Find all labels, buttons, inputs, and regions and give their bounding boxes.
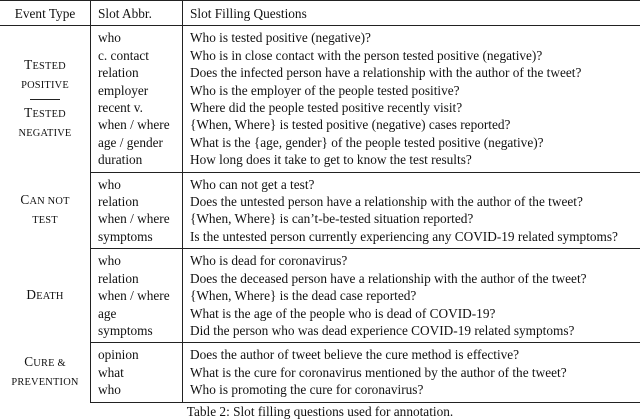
event-line [0, 191, 90, 210]
event-type-tested [0, 26, 91, 172]
event-initial: C [20, 192, 29, 207]
group-cure-prevention [0, 343, 640, 402]
table-row [0, 99, 640, 116]
table-row [0, 172, 640, 193]
question-cell: Does the author of tweet believe the cure method is effective? [183, 343, 640, 364]
event-line [0, 286, 90, 305]
question-cell: Where did the people tested positive recently visit? [183, 99, 640, 116]
question-cell: Did the person who was dead experience COVID-19 related symptoms? [183, 322, 640, 343]
slot-cell: relation [91, 270, 183, 287]
event-line [0, 104, 90, 123]
slot-cell: when / where [91, 210, 183, 227]
question-cell: How long does it take to get to know the test results? [183, 151, 640, 172]
question-cell: {When, Where} is the dead case reported? [183, 287, 640, 304]
question-cell: Who is dead for coronavirus? [183, 249, 640, 270]
question-cell: Does the deceased person have a relationship with the author of the tweet? [183, 270, 640, 287]
table-row [0, 305, 640, 322]
event-type-can-not-test [0, 172, 91, 249]
header-questions: Slot Filling Questions [183, 1, 640, 26]
group-can-not-test [0, 172, 640, 249]
event-line [0, 123, 90, 142]
table-row [0, 26, 640, 47]
group-death [0, 249, 640, 343]
event-rest: ESTED [33, 61, 66, 72]
event-rest: PREVENTION [11, 377, 78, 388]
table-caption: Table 2: Slot filling questions used for annotation. [0, 404, 640, 420]
event-initial: T [24, 105, 32, 120]
event-line [0, 75, 90, 94]
table-row [0, 322, 640, 343]
question-cell: Does the infected person have a relationship with the author of the tweet? [183, 64, 640, 81]
slot-cell: opinion [91, 343, 183, 364]
event-type-cure-prevention [0, 343, 91, 402]
table-row [0, 82, 640, 99]
event-line [0, 210, 90, 229]
table-row [0, 134, 640, 151]
event-rest: EATH [36, 291, 63, 302]
table-row [0, 364, 640, 381]
slot-cell: what [91, 364, 183, 381]
slot-cell: employer [91, 82, 183, 99]
table-row [0, 47, 640, 64]
slot-cell: who [91, 249, 183, 270]
slot-cell: relation [91, 64, 183, 81]
question-cell: {When, Where} is tested positive (negative) cases reported? [183, 116, 640, 133]
event-initial: D [26, 287, 36, 302]
event-rest: AN NOT [29, 196, 69, 207]
header-event-type: Event Type [0, 1, 91, 26]
event-initial: C [24, 354, 33, 369]
event-separator [30, 99, 60, 100]
question-cell: Who is promoting the cure for coronavirus? [183, 381, 640, 402]
question-cell: What is the cure for coronavirus mentioned by the author of the tweet? [183, 364, 640, 381]
question-cell: What is the {age, gender} of the people tested positive (negative)? [183, 134, 640, 151]
event-rest: TEST [32, 215, 58, 226]
table-row [0, 193, 640, 210]
question-cell: Who is in close contact with the person tested positive (negative)? [183, 47, 640, 64]
slot-cell: duration [91, 151, 183, 172]
table-row [0, 116, 640, 133]
event-line [0, 372, 90, 391]
slot-cell: when / where [91, 287, 183, 304]
table-row [0, 343, 640, 364]
slot-cell: when / where [91, 116, 183, 133]
slot-cell: relation [91, 193, 183, 210]
event-rest: POSITIVE [21, 80, 69, 91]
event-line [0, 353, 90, 372]
table-row [0, 381, 640, 402]
event-initial: T [24, 57, 32, 72]
slot-cell: who [91, 26, 183, 47]
event-rest: URE & [33, 358, 65, 369]
table-row [0, 228, 640, 249]
slot-cell: c. contact [91, 47, 183, 64]
header-slot-abbr: Slot Abbr. [91, 1, 183, 26]
question-cell: Is the untested person currently experiencing any COVID-19 related symptoms? [183, 228, 640, 249]
header-row [0, 1, 640, 26]
table-row [0, 270, 640, 287]
table-header [0, 1, 640, 26]
table-row [0, 151, 640, 172]
slot-cell: who [91, 381, 183, 402]
slot-cell: symptoms [91, 228, 183, 249]
table-row [0, 287, 640, 304]
slot-cell: recent v. [91, 99, 183, 116]
question-cell: {When, Where} is can’t-be-tested situation reported? [183, 210, 640, 227]
slot-cell: symptoms [91, 322, 183, 343]
slot-cell: age / gender [91, 134, 183, 151]
question-cell: Who can not get a test? [183, 172, 640, 193]
event-rest: ESTED [33, 109, 66, 120]
event-line [0, 56, 90, 75]
table-row [0, 249, 640, 270]
slot-cell: age [91, 305, 183, 322]
question-cell: What is the age of the people who is dead of COVID-19? [183, 305, 640, 322]
question-cell: Who is the employer of the people tested positive? [183, 82, 640, 99]
group-tested [0, 26, 640, 172]
event-type-death [0, 249, 91, 343]
question-cell: Does the untested person have a relationship with the author of the tweet? [183, 193, 640, 210]
slot-cell: who [91, 172, 183, 193]
question-cell: Who is tested positive (negative)? [183, 26, 640, 47]
table-row [0, 210, 640, 227]
event-rest: NEGATIVE [19, 128, 72, 139]
table-row [0, 64, 640, 81]
